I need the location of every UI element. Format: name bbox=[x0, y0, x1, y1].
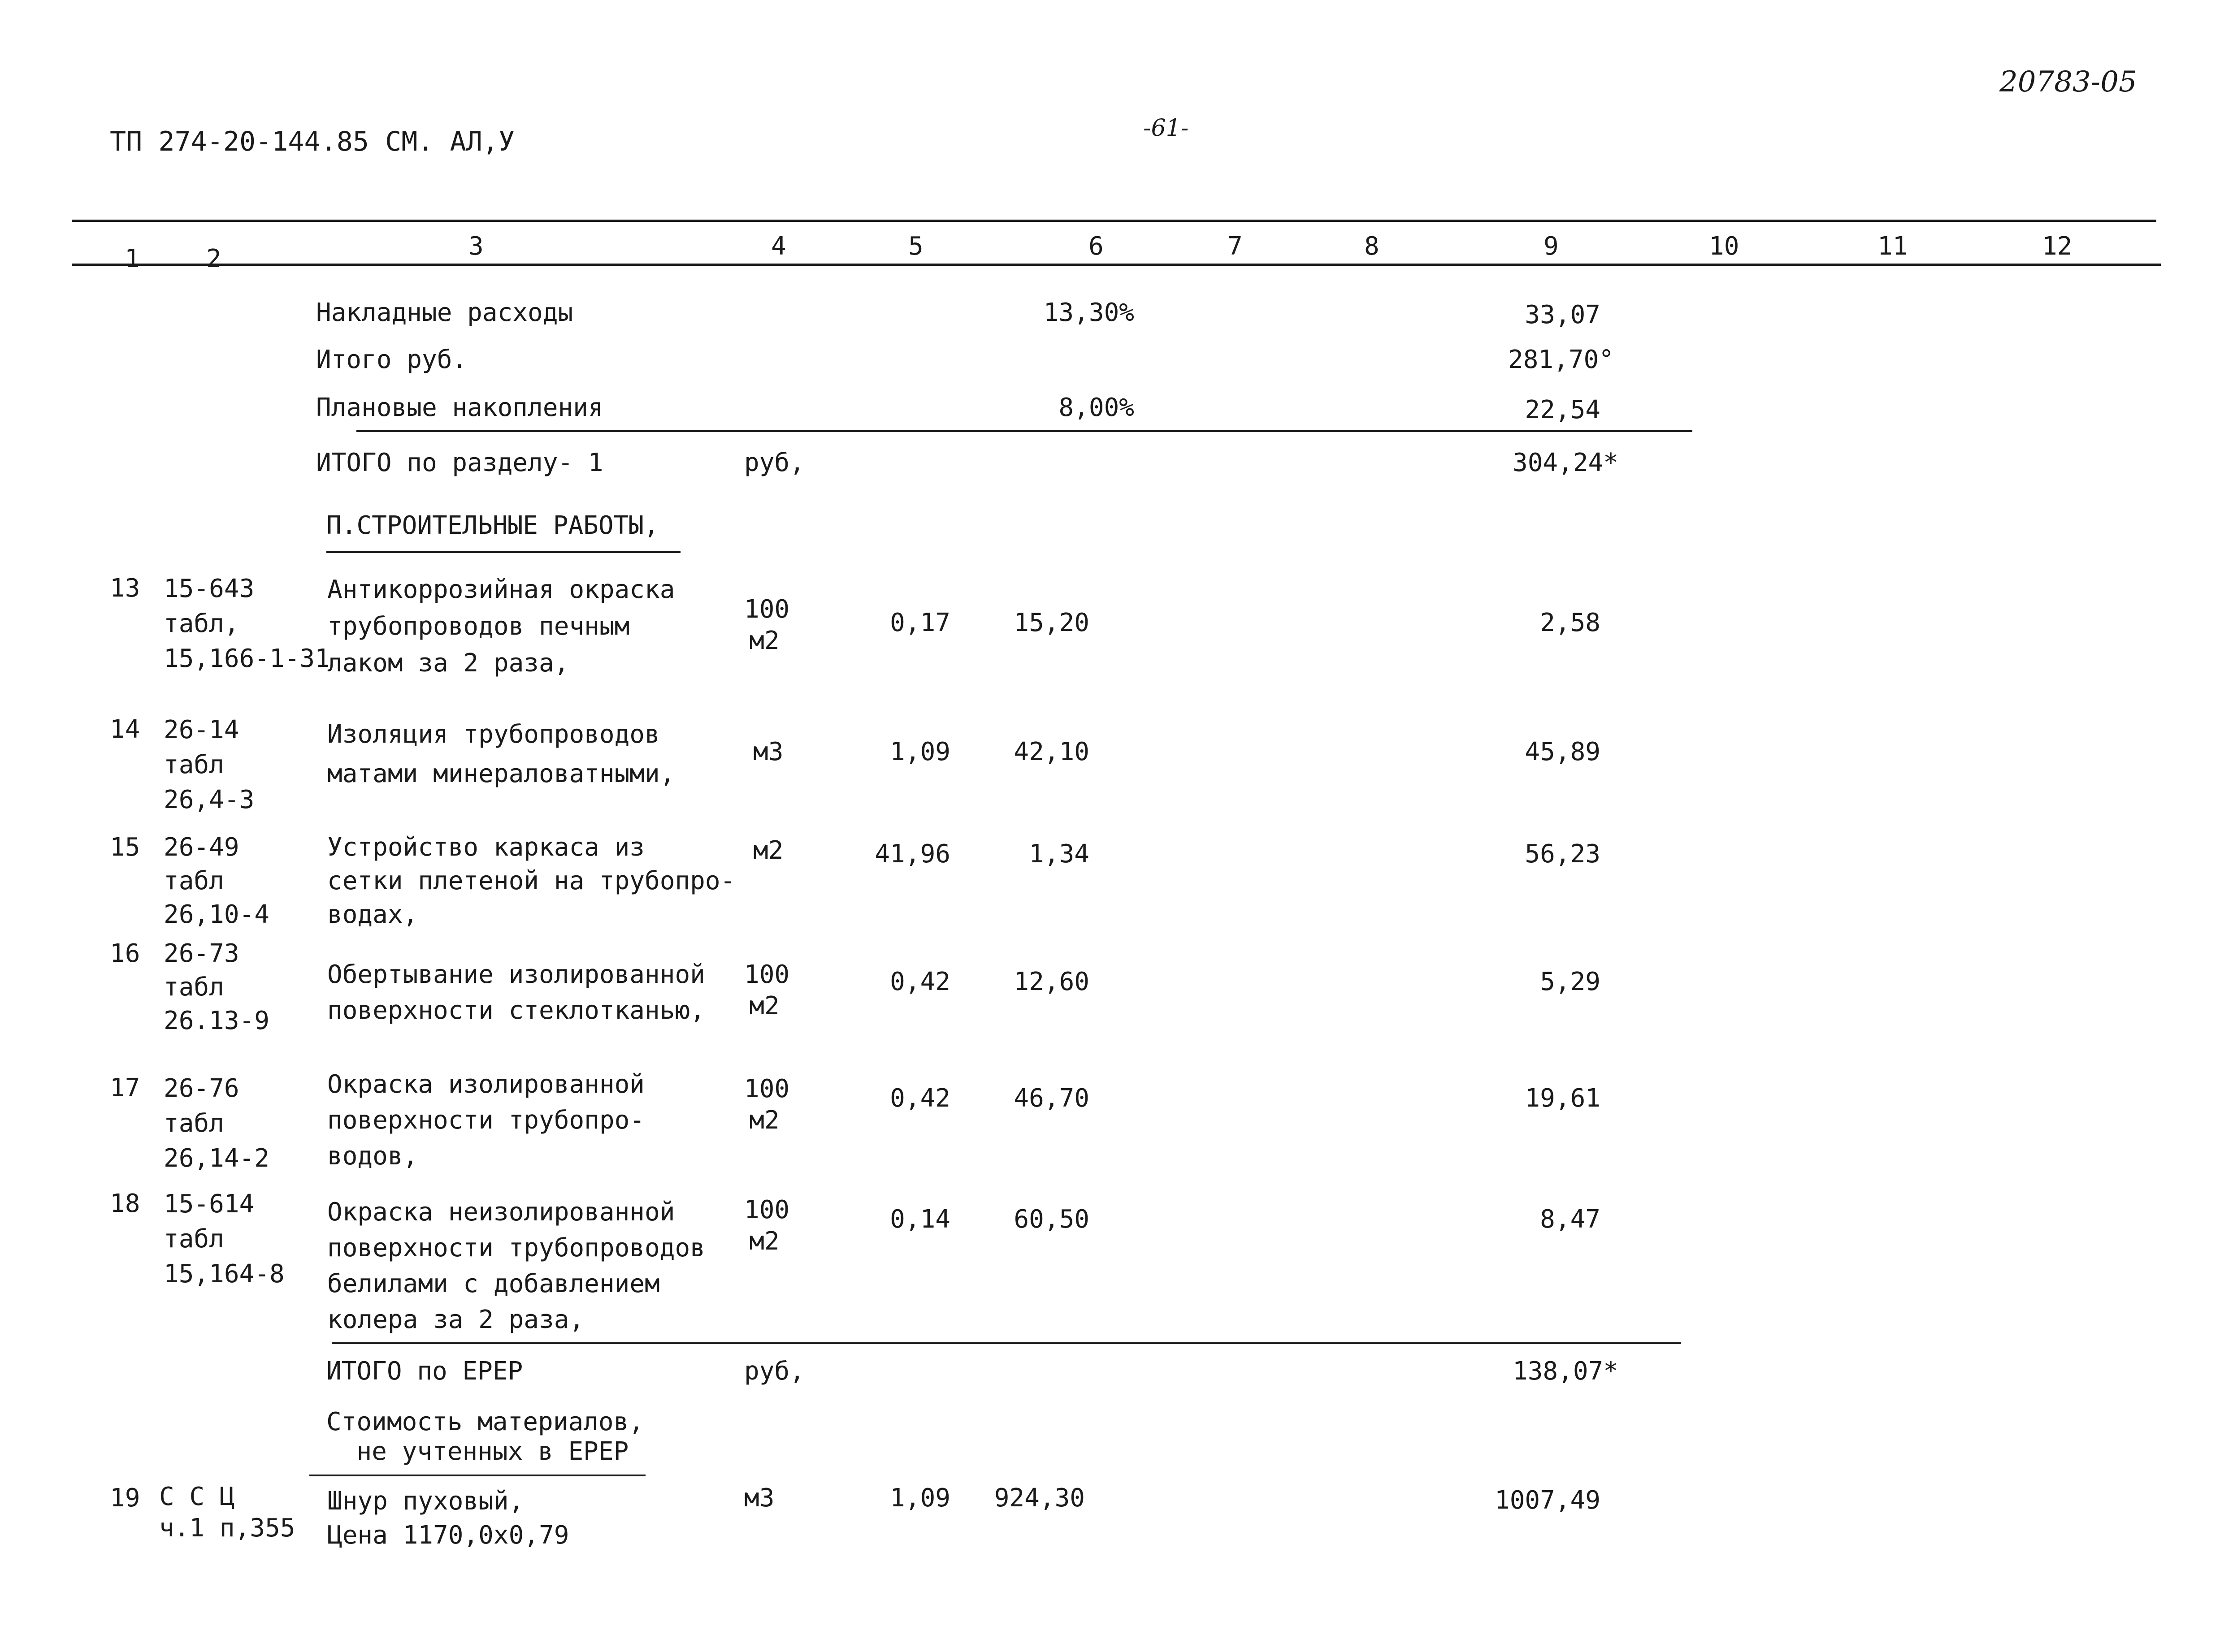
row-18-code: 15-614 табл 15,164-8 bbox=[164, 1189, 285, 1289]
row-19-price: 924,30 bbox=[994, 1483, 1085, 1513]
row-15-total: 56,23 bbox=[1525, 839, 1600, 869]
row-14-desc: Изоляция трубопроводов матами минераловатными, bbox=[327, 720, 675, 788]
planned-savings-value: 22,54 bbox=[1525, 395, 1600, 424]
row-13-unit: 100 м2 bbox=[744, 595, 790, 655]
section1-total-unit: руб, bbox=[744, 448, 805, 477]
planned-savings-rate: 8,00% bbox=[1058, 393, 1134, 422]
row-13-price: 15,20 bbox=[1014, 608, 1089, 637]
erep-total-label: ИТОГО по ЕРЕР bbox=[326, 1357, 523, 1386]
row-16-price: 12,60 bbox=[1014, 967, 1089, 996]
column-header-1: 1 bbox=[125, 244, 140, 273]
row-13-desc: Антикоррозийная окраска трубопроводов печным лаком за 2 раза, bbox=[327, 575, 675, 678]
column-header-10: 10 bbox=[1709, 232, 1739, 261]
header-bottom-rule bbox=[72, 264, 2161, 266]
column-header-5: 5 bbox=[908, 232, 924, 261]
section2-title-underline bbox=[326, 551, 681, 553]
row-18-desc: Окраска неизолированной поверхности трубопроводов белилами с добавлением колера за 2 раза, bbox=[327, 1198, 705, 1334]
column-header-12: 12 bbox=[2042, 232, 2073, 261]
row-18-unit: 100 м2 bbox=[744, 1195, 790, 1256]
column-header-9: 9 bbox=[1544, 232, 1559, 261]
doc-code: ТП 274-20-144.85 СМ. АЛ,У bbox=[110, 126, 515, 157]
erep-rule bbox=[332, 1342, 1681, 1344]
column-header-3: 3 bbox=[468, 232, 484, 261]
subtotal-label: Итого руб. bbox=[316, 345, 468, 374]
overhead-rate: 13,30% bbox=[1043, 298, 1134, 327]
row-13-no: 13 bbox=[110, 574, 140, 603]
row-14-code: 26-14 табл 26,4-3 bbox=[164, 715, 255, 814]
materials-title: Стоимость материалов, не учтенных в ЕРЕР bbox=[326, 1407, 644, 1466]
section1-total-label: ИТОГО по разделу- 1 bbox=[316, 448, 603, 477]
materials-title-underline bbox=[309, 1475, 646, 1476]
row-17-no: 17 bbox=[110, 1073, 140, 1103]
row-14-total: 45,89 bbox=[1525, 737, 1600, 766]
row-19-desc: Шнур пуховый, Цена 1170,0х0,79 bbox=[327, 1487, 569, 1550]
row-15-qty: 41,96 bbox=[875, 839, 950, 869]
row-19-qty: 1,09 bbox=[890, 1483, 950, 1513]
row-16-unit: 100 м2 bbox=[744, 960, 790, 1021]
row-19-no: 19 bbox=[110, 1483, 140, 1513]
column-header-11: 11 bbox=[1877, 232, 1908, 261]
row-16-total: 5,29 bbox=[1540, 967, 1600, 996]
row-15-no: 15 bbox=[110, 833, 140, 862]
column-header-6: 6 bbox=[1088, 232, 1104, 261]
row-14-unit: м3 bbox=[753, 737, 784, 766]
header-top-rule bbox=[72, 220, 2156, 222]
section2-title: П.СТРОИТЕЛЬНЫЕ РАБОТЫ, bbox=[326, 511, 659, 540]
row-13-total: 2,58 bbox=[1540, 608, 1600, 637]
row-15-code: 26-49 табл 26,10-4 bbox=[164, 833, 270, 929]
row-13-qty: 0,17 bbox=[890, 608, 950, 637]
row-18-no: 18 bbox=[110, 1189, 140, 1218]
row-18-price: 60,50 bbox=[1014, 1205, 1089, 1234]
row-17-total: 19,61 bbox=[1525, 1084, 1600, 1113]
row-19-code: С С Ц ч.1 п,355 bbox=[159, 1482, 295, 1543]
row-16-desc: Обертывание изолированной поверхности стеклотканью, bbox=[327, 960, 705, 1025]
row-19-unit: м3 bbox=[744, 1483, 775, 1513]
column-header-4: 4 bbox=[771, 232, 786, 261]
row-15-price: 1,34 bbox=[1029, 839, 1089, 869]
row-17-qty: 0,42 bbox=[890, 1084, 950, 1113]
row-17-unit: 100 м2 bbox=[744, 1074, 790, 1135]
column-header-2: 2 bbox=[206, 244, 221, 273]
column-header-7: 7 bbox=[1227, 232, 1243, 261]
row-18-total: 8,47 bbox=[1540, 1205, 1600, 1234]
overhead-value: 33,07 bbox=[1525, 300, 1600, 329]
row-15-desc: Устройство каркаса из сетки плетеной на трубопро- водах, bbox=[327, 833, 736, 929]
row-14-qty: 1,09 bbox=[890, 737, 950, 766]
row-13-code: 15-643 табл, 15,166-1-31 bbox=[164, 574, 330, 673]
overhead-label: Накладные расходы bbox=[316, 298, 573, 327]
page-number: -61- bbox=[1143, 115, 1189, 142]
archive-number: 20783-05 bbox=[1999, 65, 2137, 99]
subtotal-value: 281,70° bbox=[1508, 345, 1614, 374]
row-17-price: 46,70 bbox=[1014, 1084, 1089, 1113]
row-14-price: 42,10 bbox=[1014, 737, 1089, 766]
column-header-8: 8 bbox=[1364, 232, 1379, 261]
planned-savings-label: Плановые накопления bbox=[316, 393, 603, 422]
row-18-qty: 0,14 bbox=[890, 1205, 950, 1234]
erep-total-value: 138,07* bbox=[1512, 1357, 1618, 1386]
row-14-no: 14 bbox=[110, 715, 140, 744]
row-16-code: 26-73 табл 26.13-9 bbox=[164, 939, 270, 1035]
section1-total-value: 304,24* bbox=[1512, 448, 1618, 477]
erep-total-unit: руб, bbox=[744, 1357, 805, 1386]
row-15-unit: м2 bbox=[753, 836, 784, 865]
summary-rule bbox=[356, 430, 1692, 432]
row-16-no: 16 bbox=[110, 939, 140, 968]
row-17-desc: Окраска изолированной поверхности трубопро- водов, bbox=[327, 1070, 645, 1171]
row-19-total: 1007,49 bbox=[1494, 1486, 1600, 1515]
row-16-qty: 0,42 bbox=[890, 967, 950, 996]
row-17-code: 26-76 табл 26,14-2 bbox=[164, 1074, 270, 1173]
